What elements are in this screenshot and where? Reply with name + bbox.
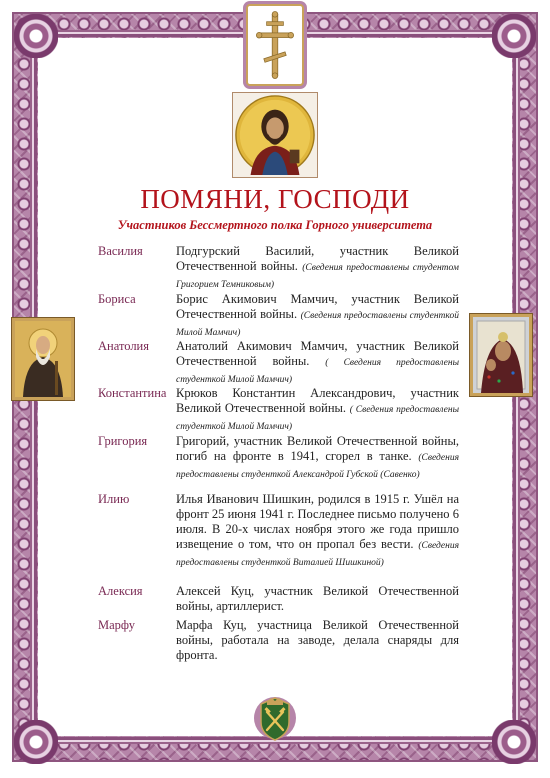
entry-source: ( Сведения предоставлены студенткой Милой Мамчич) <box>176 405 459 432</box>
entry-text: Подгурский Василий, участник Великой Отечественной войны. (Сведения предоставлены студентом Григорием Темниковым) <box>176 244 459 290</box>
entry-text: Алексей Куц, участник Великой Отечественной войны, артиллерист. <box>176 584 459 613</box>
entry-text: Григорий, участник Великой Отечественной войны, погиб на фронте в 1941, сгорел в танке. (Сведения предоставлены студенткой Александрой Губской (Савенко) <box>176 434 459 480</box>
saint-elder-icon <box>12 318 74 400</box>
entry-source: ( Сведения предоставлены студенткой Милой Мамчич) <box>176 358 459 385</box>
christ-pantocrator-icon <box>232 92 318 178</box>
entry-name: Василия <box>98 244 143 258</box>
entry-name: Константина <box>98 386 167 400</box>
entry-text: Илья Иванович Шишкин, родился в 1915 г. Ушёл на фронт 25 июня 1941 г. Последнее письмо получено 6 июля. В 20-х числах ноября этого же года пришло извещение о том, что он пропал без вести. (Сведения предоставлены студенткой Виталией Шишкиной) <box>176 492 459 568</box>
entry-name: Григория <box>98 434 148 448</box>
corner-ornament-icon <box>492 720 536 764</box>
corner-ornament-icon <box>14 14 58 58</box>
entry-source: (Сведения предоставлены студенткой Виталией Шишкиной) <box>176 541 459 568</box>
corner-ornament-icon <box>14 720 58 764</box>
entry-name: Илию <box>98 492 130 506</box>
entry-text: Борис Акимович Мамчич, участник Великой Отечественной войны. (Сведения предоставлены студенткой Милой Мамчич) <box>176 292 459 338</box>
page-subtitle: Участников Бессмертного полка Горного университета <box>117 218 433 232</box>
entry-name: Бориса <box>98 292 136 306</box>
entry-source: (Сведения предоставлены студенткой Милой Мамчич) <box>176 311 459 338</box>
orthodox-cross-icon <box>246 4 304 86</box>
entry-name: Марфу <box>98 618 135 632</box>
entry-text: Марфа Куц, участница Великой Отечественной войны, работала на заводе, делала снаряды для фронта. <box>176 618 459 662</box>
corner-ornament-icon <box>492 14 536 58</box>
entry-name: Алексия <box>98 584 143 598</box>
theotokos-kazan-icon <box>470 314 532 396</box>
university-emblem-icon <box>253 694 297 744</box>
entry-source: (Сведения предоставлены студентом Григорием Темниковым) <box>176 263 459 290</box>
entry-source: (Сведения предоставлены студенткой Александрой Губской (Савенко) <box>176 453 459 480</box>
entry-name: Анатолия <box>98 339 150 353</box>
entry-text: Крюков Константин Александрович, участник Великой Отечественной войны. ( Сведения предоставлены студенткой Милой Мамчич) <box>176 386 459 432</box>
page-title: ПОМЯНИ, ГОСПОДИ <box>140 184 410 214</box>
entry-text: Анатолий Акимович Мамчич, участник Великой Отечественной войны. ( Сведения предоставлены студенткой Милой Мамчич) <box>176 339 459 385</box>
